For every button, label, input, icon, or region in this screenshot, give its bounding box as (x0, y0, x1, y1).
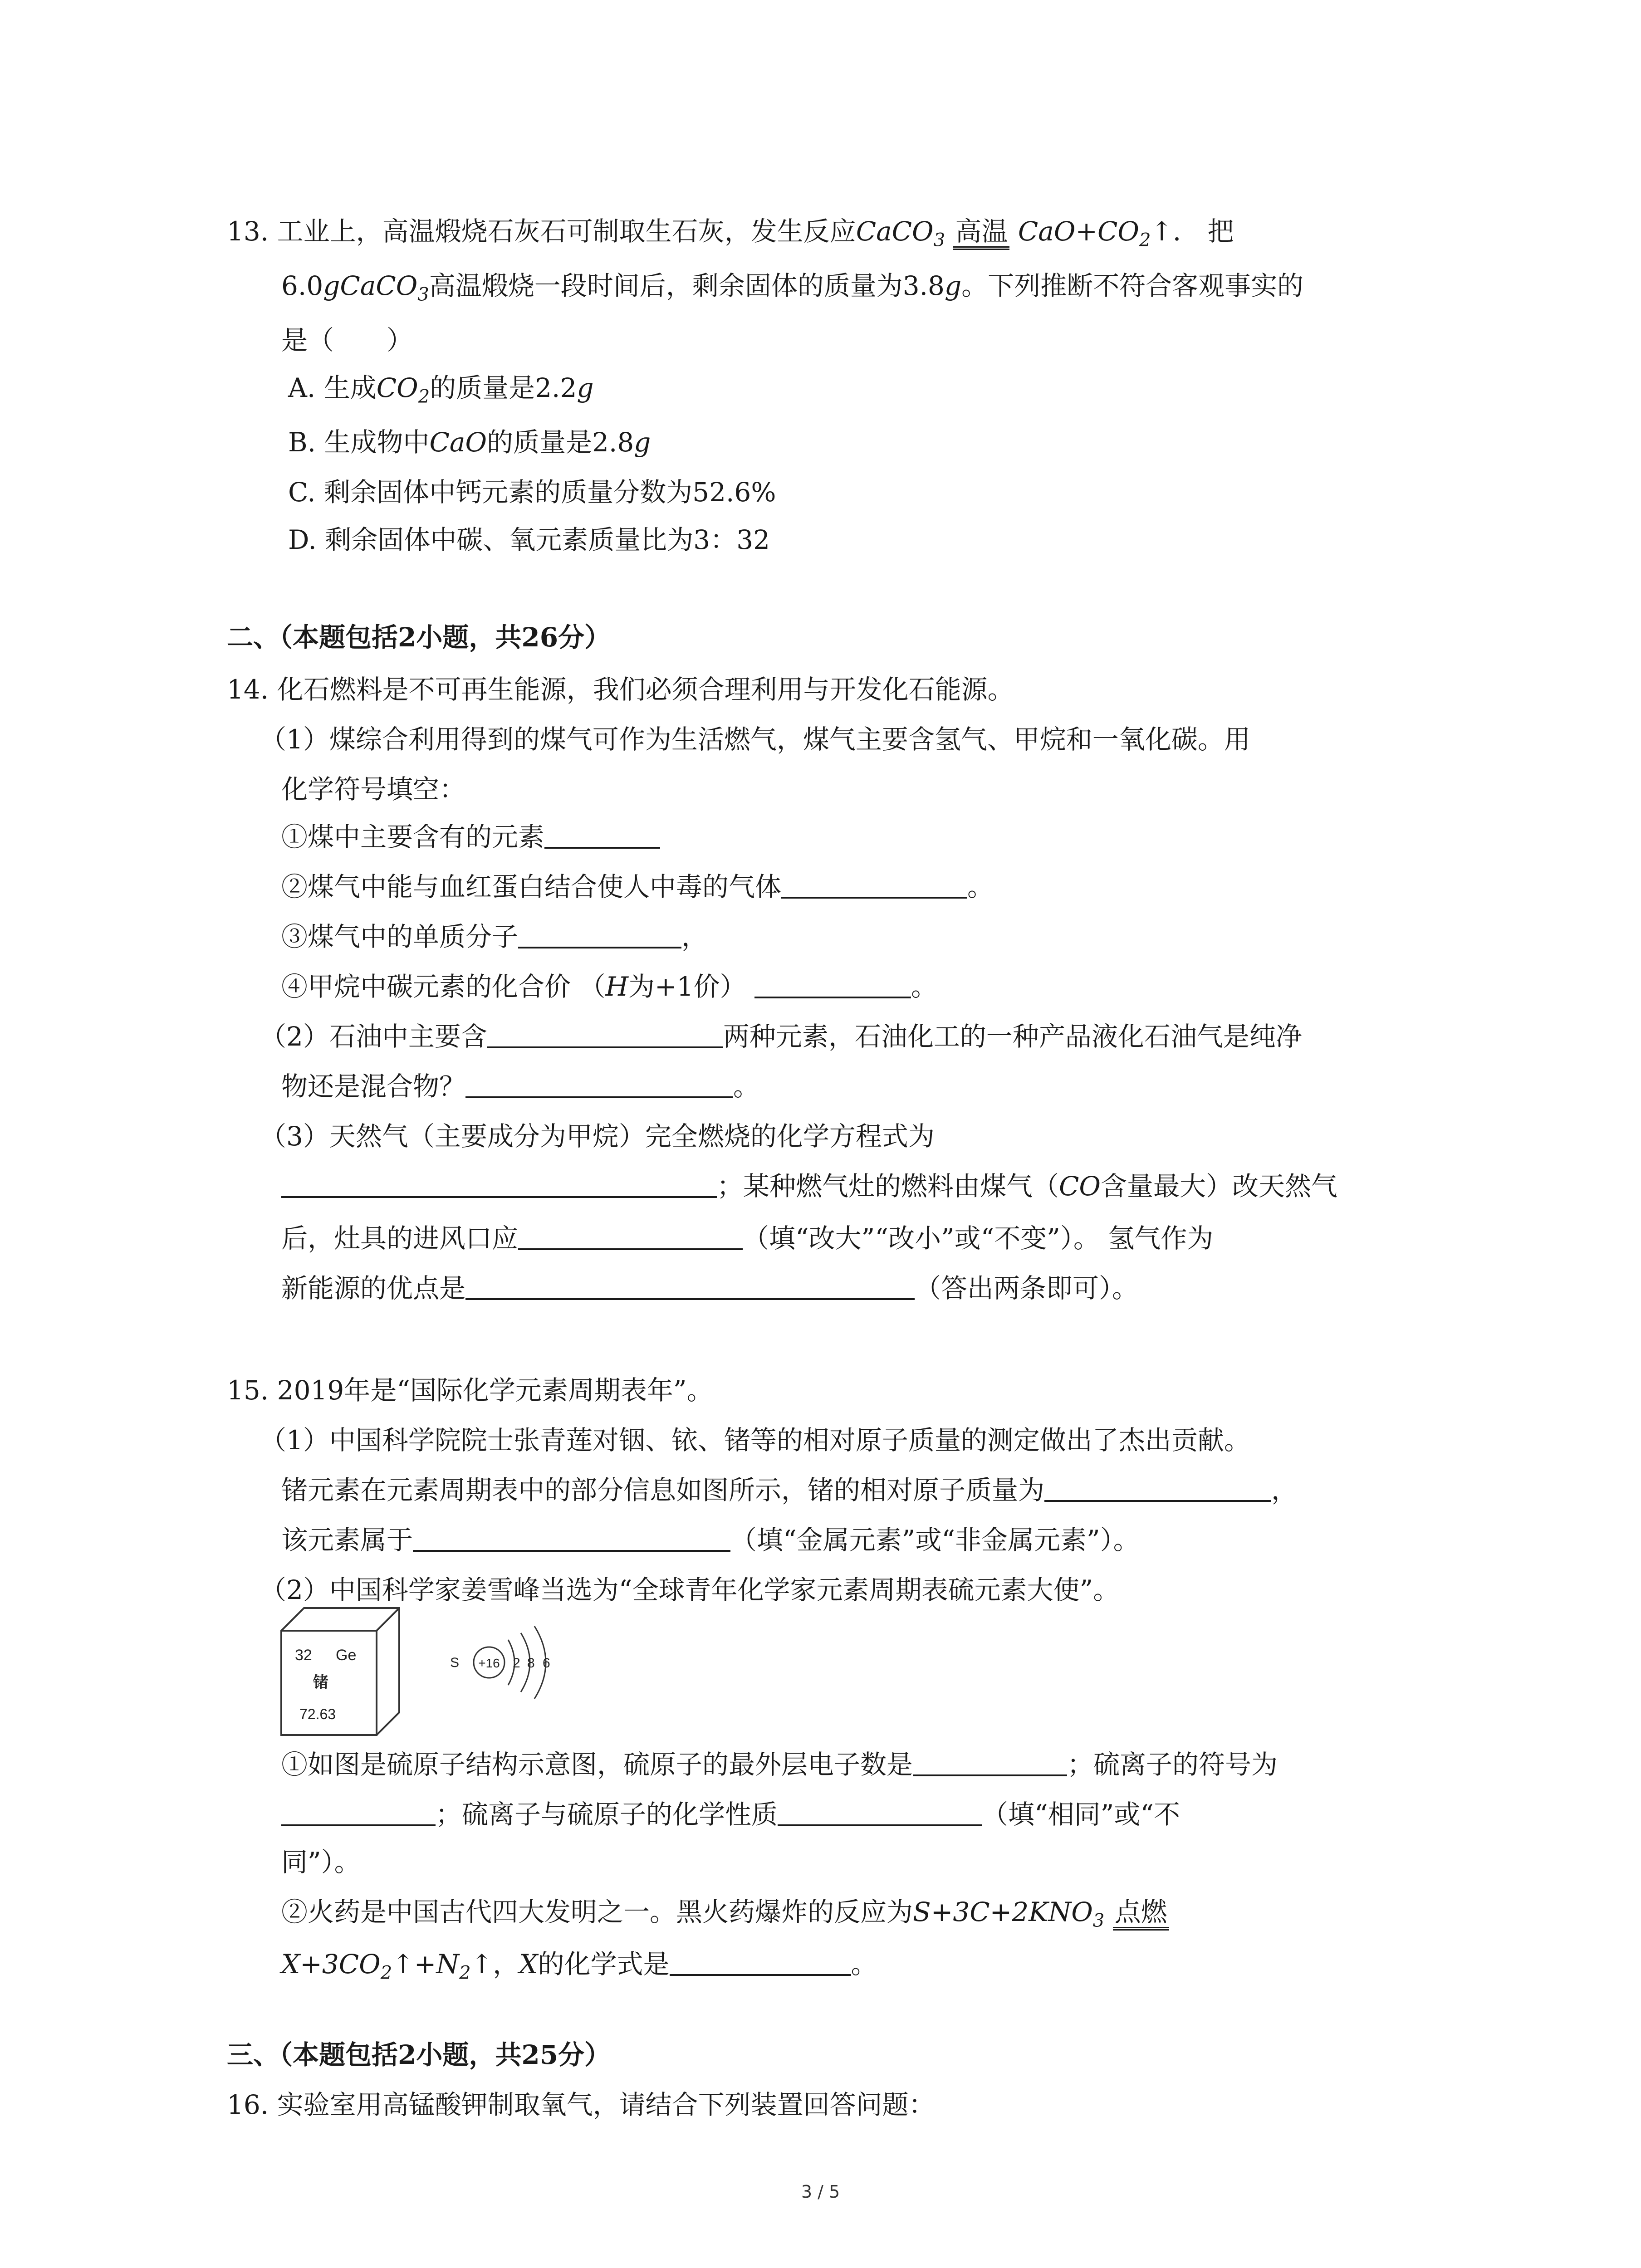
answer-blank[interactable] (518, 920, 681, 948)
answer-blank[interactable] (670, 1948, 851, 1976)
q15-sub1-line2: ；硫离子与硫原子的化学性质 （填“相同”或“不 (281, 1796, 1180, 1833)
q15-stem: 15. 2019年是“国际化学元素周期表年”。 (227, 1375, 713, 1406)
q14-part2-line2: 物还是混合物？ 。 (281, 1071, 760, 1102)
reaction-condition: 高温 (953, 216, 1009, 250)
q13-option-c[interactable]: C. 剩余固体中钙元素的质量分数为52.6% (288, 477, 776, 508)
shell-electrons-2: 8 (527, 1656, 535, 1671)
q15-part1-line2: 锗元素在元素周期表中的部分信息如图所示，锗的相对原子质量为 ， (281, 1475, 1298, 1505)
q14-part3-line1: （3）天然气（主要成分为甲烷）完全燃烧的化学方程式为 (260, 1121, 935, 1152)
answer-blank[interactable] (281, 1170, 717, 1198)
answer-blank[interactable] (913, 1748, 1067, 1776)
answer-blank[interactable] (465, 1272, 915, 1300)
nucleus-charge: +16 (478, 1656, 500, 1670)
q13-option-d[interactable]: D. 剩余固体中碳、氧元素质量比为3：32 (288, 524, 770, 555)
atom-symbol: S (450, 1655, 460, 1670)
q15-figure (272, 1599, 635, 1746)
section-3-heading: 三、（本题包括2小题，共25分） (227, 2039, 611, 2070)
element-and-atom-diagram (272, 1599, 635, 1744)
q13-option-a[interactable]: A. 生成$CO_2$的质量是2.2g (288, 372, 594, 407)
q14-part3-line2: ；某种燃气灶的燃料由煤气（CO含量最大）改天然气 (281, 1168, 1337, 1204)
q16-stem: 16. 实验室用高锰酸钾制取氧气，请结合下列装置回答问题： (227, 2089, 935, 2120)
answer-blank[interactable] (778, 1798, 982, 1826)
answer-blank[interactable] (413, 1524, 730, 1552)
q15-sub2-line2: $X+3CO_2↑+N_2↑$，X的化学式是 。 (281, 1949, 877, 1984)
element-mass: 72.63 (299, 1706, 336, 1722)
q15-part1-line1: （1）中国科学院院士张青莲对铟、铱、锗等的相对原子质量的测定做出了杰出贡献。 (260, 1425, 1250, 1456)
q13-line-3: 是（ ） (281, 325, 413, 356)
q14-part2-line1: （2）石油中主要含 两种元素，石油化工的一种产品液化石油气是纯净 (260, 1021, 1302, 1052)
answer-blank[interactable] (781, 870, 967, 899)
q15-part1-line3: 该元素属于 （填“金属元素”或“非金属元素”）。 (281, 1525, 1140, 1555)
answer-blank[interactable] (1044, 1474, 1271, 1502)
q15-sub2-line1: ②火药是中国古代四大发明之一。黑火药爆炸的反应为$S+3C+2KNO_3$ 点燃 (281, 1894, 1169, 1939)
shell-electrons-3: 6 (543, 1656, 550, 1671)
q13-option-b[interactable]: B. 生成物中CaO的质量是2.8g (288, 427, 651, 458)
element-name: 锗 (313, 1673, 328, 1691)
q14-part1-line2: 化学符号填空： (281, 774, 466, 805)
q14-sub3: ③煤气中的单质分子 ， (281, 921, 708, 952)
q14-sub2: ②煤气中能与血红蛋白结合使人中毒的气体 。 (281, 871, 994, 902)
q14-sub4: ④甲烷中碳元素的化合价 （H为+1价） 。 (281, 971, 937, 1002)
element-symbol: Ge (336, 1647, 357, 1664)
q13-line-1: 13. 工业上，高温煅烧石灰石可制取生石灰，发生反应CaCO$_3$ 高温 $CaO+CO_2↑$． 把 (227, 216, 1234, 251)
q14-part3-line3: 后，灶具的进风口应 （填“改大”“改小”或“不变”）。 氢气作为 (281, 1223, 1214, 1254)
q14-part3-line4: 新能源的优点是 （答出两条即可）。 (281, 1273, 1139, 1304)
answer-blank[interactable] (281, 1798, 436, 1826)
page-number: 3 / 5 (801, 2182, 840, 2202)
q14-stem: 14. 化石燃料是不可再生能源，我们必须合理利用与开发化石能源。 (227, 674, 1014, 705)
q14-part1-line1: （1）煤综合利用得到的煤气可作为生活燃气，煤气主要含氢气、甲烷和一氧化碳。用 (260, 724, 1250, 755)
answer-blank[interactable] (487, 1020, 723, 1048)
q15-part2-line1: （2）中国科学家姜雪峰当选为“全球青年化学家元素周期表硫元素大使”。 (260, 1574, 1120, 1605)
germanium-element-card (281, 1608, 399, 1735)
q13-line-2: 6.0gCaCO$_3$高温煅烧一段时间后，剩余固体的质量为3.8g。下列推断不符合客观事实的 (281, 270, 1304, 305)
q14-sub1: ①煤中主要含有的元素 (281, 819, 660, 855)
q15-sub1-line1: ①如图是硫原子结构示意图，硫原子的最外层电子数是 ；硫离子的符号为 (281, 1749, 1278, 1780)
answer-blank[interactable] (544, 821, 660, 849)
reaction-condition: 点燃 (1113, 1897, 1169, 1931)
answer-blank[interactable] (518, 1222, 743, 1250)
answer-blank[interactable] (465, 1070, 733, 1098)
element-number: 32 (295, 1647, 312, 1664)
answer-blank[interactable] (754, 970, 911, 998)
section-2-heading: 二、（本题包括2小题，共26分） (227, 622, 611, 653)
shell-electrons-1: 2 (513, 1656, 520, 1671)
q15-sub1-line3: 同”）。 (281, 1847, 361, 1877)
